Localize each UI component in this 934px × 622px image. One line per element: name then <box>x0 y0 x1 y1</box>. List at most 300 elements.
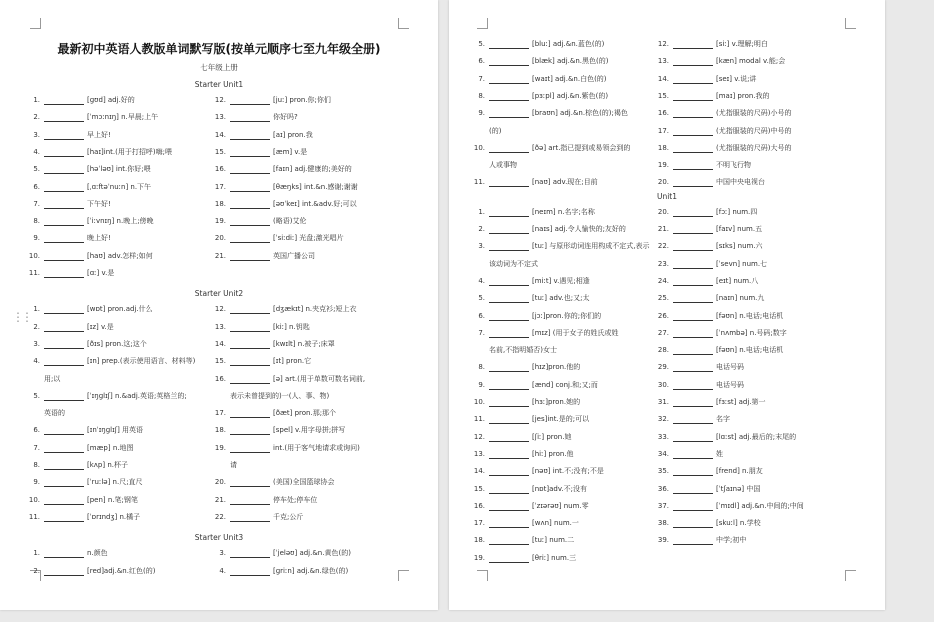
item-number: 1. <box>33 96 40 104</box>
answer-blank[interactable] <box>44 166 84 174</box>
item-text: [eɪt] num.八 <box>716 276 759 285</box>
answer-blank[interactable] <box>489 110 529 118</box>
item-text: 人或事物 <box>489 161 517 170</box>
answer-blank[interactable] <box>673 382 713 390</box>
answer-blank[interactable] <box>673 179 713 187</box>
item-text: (略语)艾伦 <box>273 217 307 226</box>
answer-blank[interactable] <box>673 486 713 494</box>
item-number: 21. <box>214 495 226 504</box>
answer-blank[interactable] <box>44 270 84 278</box>
vocab-item <box>471 519 579 528</box>
item-number: 21. <box>214 251 226 260</box>
answer-blank[interactable] <box>230 114 270 122</box>
vocab-item <box>212 444 360 453</box>
answer-blank[interactable] <box>44 306 84 314</box>
item-number: 20. <box>657 207 669 216</box>
answer-blank[interactable] <box>489 537 529 545</box>
item-text: [θæŋks] int.&n.感谢;谢谢 <box>273 182 358 191</box>
answer-blank[interactable] <box>673 364 713 372</box>
vocab-item <box>471 502 589 511</box>
vocab-item <box>655 75 756 84</box>
answer-blank[interactable] <box>489 382 529 390</box>
vocab-item <box>26 392 187 401</box>
vocab-item <box>212 113 298 122</box>
vocab-item <box>471 178 598 187</box>
item-number: 6. <box>478 311 485 320</box>
answer-blank[interactable] <box>489 41 529 49</box>
item-text: [tuː] 与原形动词连用构成不定式,表示 <box>532 242 650 251</box>
answer-blank[interactable] <box>44 550 84 558</box>
answer-blank[interactable] <box>489 416 529 424</box>
vocab-item <box>655 178 765 187</box>
answer-blank[interactable] <box>489 93 529 101</box>
item-number: 21. <box>657 225 669 233</box>
answer-blank[interactable] <box>230 410 270 418</box>
answer-blank[interactable] <box>673 76 713 84</box>
answer-blank[interactable] <box>44 393 84 401</box>
item-number: 10. <box>473 398 485 406</box>
answer-blank[interactable] <box>673 451 713 459</box>
item-text: 表示未曾提到的)一(人、事、物) <box>230 391 330 400</box>
item-number: 26. <box>657 311 669 320</box>
answer-blank[interactable] <box>230 253 270 261</box>
item-text: [ˈzɪərəʊ] num.零 <box>532 501 589 510</box>
vocab-item <box>655 144 791 153</box>
item-text: [ˈtʃaɪnə] 中国 <box>716 484 761 493</box>
vocab-item <box>212 131 313 140</box>
answer-blank[interactable] <box>230 132 270 140</box>
item-text: [kiː] n.钥匙 <box>273 322 310 331</box>
item-text: 姓 <box>716 449 723 458</box>
item-number: 14. <box>214 339 226 348</box>
item-number: 10. <box>28 251 40 260</box>
item-text: [ɪnˈɪŋɡlɪʃ] 用英语 <box>87 426 144 435</box>
item-text: [naɪs] adj.令人愉快的;友好的 <box>532 225 626 233</box>
item-text: [braʊn] adj.&n.棕色(的);褐色 <box>532 109 628 118</box>
vocab-item <box>471 312 601 321</box>
answer-blank[interactable] <box>489 434 529 442</box>
item-text: [ɪz] v.是 <box>87 322 114 331</box>
answer-blank[interactable] <box>673 434 713 442</box>
answer-blank[interactable] <box>44 184 84 192</box>
answer-blank[interactable] <box>673 468 713 476</box>
item-text: [ˈsiːdiː] 光盘;激光唱片 <box>273 234 344 243</box>
item-text: 名字 <box>716 415 730 424</box>
grade-heading: 七年级上册 <box>200 63 238 72</box>
vocab-item <box>26 478 143 487</box>
item-number: 22. <box>214 512 226 521</box>
item-text: 中学;初中 <box>716 536 747 545</box>
item-text: [tuː] adv.也;又;太 <box>532 294 590 303</box>
item-number: 30. <box>657 380 669 389</box>
item-text: [kʌp] n.杯子 <box>87 461 128 469</box>
item-number: 1. <box>33 305 40 314</box>
item-text: [mæp] n.地图 <box>87 443 134 452</box>
answer-blank[interactable] <box>230 218 270 226</box>
item-number: 11. <box>28 512 40 521</box>
answer-blank[interactable] <box>44 479 84 487</box>
item-number: 4. <box>33 357 40 366</box>
vocab-item <box>655 277 758 286</box>
item-text: [θriː] num.三 <box>532 553 577 562</box>
item-text: [ˈmɔːnɪŋ] n.早晨;上午 <box>87 113 159 122</box>
item-number: 19. <box>473 553 485 562</box>
answer-blank[interactable] <box>489 295 529 303</box>
item-number: 10. <box>473 143 485 152</box>
vocab-item <box>471 346 557 355</box>
item-number: 15. <box>473 484 485 493</box>
crop-mark <box>30 18 41 29</box>
answer-blank[interactable] <box>230 445 270 453</box>
item-number: 7. <box>478 328 485 337</box>
answer-blank[interactable] <box>44 324 84 332</box>
answer-blank[interactable] <box>230 306 270 314</box>
vocab-item <box>212 165 352 174</box>
item-number: 3. <box>33 339 40 348</box>
item-number: 23. <box>657 259 669 268</box>
answer-blank[interactable] <box>489 399 529 407</box>
unit-heading: Starter Unit1 <box>194 80 244 89</box>
item-text: [ˈɪŋɡlɪʃ] n.&adj.英语;英格兰的; <box>87 391 187 400</box>
item-text: [həˈləʊ] int.你好;喂 <box>87 165 151 174</box>
vocab-item <box>471 485 587 494</box>
vocab-item <box>26 375 60 384</box>
answer-blank[interactable] <box>489 179 529 187</box>
item-text: [ɪn] prep.(表示使用语言、材料等) <box>87 357 196 366</box>
item-text: [ðə] art.指已提到或易领会到的 <box>532 143 631 152</box>
answer-blank[interactable] <box>44 445 84 453</box>
item-number: 7. <box>33 443 40 452</box>
item-number: 20. <box>657 178 669 187</box>
answer-blank[interactable] <box>230 341 270 349</box>
vocab-item <box>655 485 760 494</box>
item-text: 你好吗? <box>273 113 298 122</box>
item-number: 2. <box>33 566 40 575</box>
vocab-item <box>212 426 345 435</box>
answer-blank[interactable] <box>489 468 529 476</box>
answer-blank[interactable] <box>44 114 84 122</box>
item-number: 17. <box>214 182 226 191</box>
answer-blank[interactable] <box>230 358 270 366</box>
item-text: 名前,不指明婚否)女士 <box>489 346 557 355</box>
item-text: [waɪt] adj.&n.白色(的) <box>532 74 607 83</box>
answer-blank[interactable] <box>230 324 270 332</box>
item-number: 19. <box>214 443 226 452</box>
item-text: [dʒækɪt] n.夹克衫;短上衣 <box>273 305 357 314</box>
item-number: 25. <box>657 294 669 303</box>
item-number: 38. <box>657 519 669 528</box>
document-title: 最新初中英语人教版单词默写版(按单元顺序七至九年级全册) <box>57 42 381 56</box>
vocab-item <box>212 375 365 384</box>
document-page-2 <box>449 0 885 610</box>
vocab-item <box>26 234 111 243</box>
drag-handle-icon[interactable]: ⋮⋮ <box>12 310 30 324</box>
answer-blank[interactable] <box>44 427 84 435</box>
item-text: [jes]int.是的;可以 <box>532 415 590 424</box>
answer-blank[interactable] <box>230 376 270 384</box>
vocab-item <box>212 567 348 576</box>
item-text: [ɡʊd] adj.好的 <box>87 96 135 104</box>
answer-blank[interactable] <box>489 243 529 251</box>
vocab-item <box>212 183 358 192</box>
item-number: 16. <box>473 501 485 510</box>
answer-blank[interactable] <box>489 503 529 511</box>
answer-blank[interactable] <box>489 364 529 372</box>
vocab-item <box>26 444 133 453</box>
item-text: [əʊˈkeɪ] int.&adv.好;可以 <box>273 199 357 208</box>
item-text: [fɜːst] adj.第一 <box>716 398 766 406</box>
answer-blank[interactable] <box>673 243 713 251</box>
item-text: [mɪz] (用于女子的姓氏或姓 <box>532 328 619 337</box>
item-number: 9. <box>478 380 485 389</box>
answer-blank[interactable] <box>489 58 529 66</box>
item-text: 停车处;停车位 <box>273 495 318 504</box>
item-number: 3. <box>478 242 485 251</box>
vocab-item <box>26 131 111 140</box>
answer-blank[interactable] <box>673 313 713 321</box>
item-number: 8. <box>478 91 485 100</box>
vocab-item <box>471 75 607 84</box>
vocab-item <box>26 113 158 122</box>
item-number: 19. <box>657 161 669 170</box>
item-number: 18. <box>657 143 669 152</box>
vocab-item <box>655 161 751 170</box>
vocab-item <box>212 392 329 401</box>
answer-blank[interactable] <box>230 149 270 157</box>
item-text: [tuː] num.二 <box>532 536 575 545</box>
vocab-item <box>26 426 143 435</box>
answer-blank[interactable] <box>230 235 270 243</box>
vocab-item <box>655 57 785 66</box>
answer-blank[interactable] <box>489 76 529 84</box>
item-text: n.颜色 <box>87 549 108 558</box>
answer-blank[interactable] <box>489 226 529 234</box>
item-text: [ænd] conj.和;又;而 <box>532 380 598 389</box>
answer-blank[interactable] <box>673 537 713 545</box>
item-number: 35. <box>657 467 669 476</box>
vocab-item <box>471 127 501 136</box>
answer-blank[interactable] <box>230 427 270 435</box>
answer-blank[interactable] <box>230 514 270 522</box>
item-number: 19. <box>214 217 226 226</box>
answer-blank[interactable] <box>489 520 529 528</box>
answer-blank[interactable] <box>44 201 84 209</box>
item-text: [ˌɑːftəˈnuːn] n.下午 <box>87 182 152 191</box>
vocab-item <box>212 478 334 487</box>
item-text: [naʊ] adv.现在;目前 <box>532 178 598 187</box>
item-text: [ɪt] pron.它 <box>273 357 312 366</box>
vocab-item <box>212 496 317 505</box>
vocab-item <box>471 363 580 372</box>
answer-blank[interactable] <box>230 479 270 487</box>
answer-blank[interactable] <box>44 253 84 261</box>
answer-blank[interactable] <box>44 568 84 576</box>
answer-blank[interactable] <box>44 341 84 349</box>
vocab-item <box>26 461 128 470</box>
vocab-item <box>26 357 195 366</box>
answer-blank[interactable] <box>44 358 84 366</box>
vocab-item <box>655 225 762 234</box>
item-number: 11. <box>473 178 485 187</box>
answer-blank[interactable] <box>44 462 84 470</box>
vocab-item <box>655 450 723 459</box>
vocab-item <box>26 252 153 261</box>
answer-blank[interactable] <box>673 162 713 170</box>
vocab-item <box>655 415 730 424</box>
answer-blank[interactable] <box>673 93 713 101</box>
crop-mark <box>398 570 409 581</box>
vocab-item <box>26 269 114 278</box>
item-number: 33. <box>657 432 669 441</box>
answer-blank[interactable] <box>673 261 713 269</box>
item-number: 1. <box>33 549 40 558</box>
vocab-item <box>655 109 791 118</box>
item-number: 39. <box>657 536 669 545</box>
answer-blank[interactable] <box>230 166 270 174</box>
answer-blank[interactable] <box>44 149 84 157</box>
answer-blank[interactable] <box>230 550 270 558</box>
answer-blank[interactable] <box>489 330 529 338</box>
vocab-item <box>471 144 630 153</box>
item-text: [red]adj.&n.红色(的) <box>87 566 156 575</box>
item-number: 13. <box>473 449 485 458</box>
item-number: 8. <box>478 363 485 372</box>
vocab-item <box>26 567 155 576</box>
answer-blank[interactable] <box>673 58 713 66</box>
answer-blank[interactable] <box>230 184 270 192</box>
item-text: [ɑː] v.是 <box>87 269 115 277</box>
item-number: 9. <box>33 478 40 487</box>
item-text: 用;以 <box>44 374 61 383</box>
answer-blank[interactable] <box>673 330 713 338</box>
vocab-item <box>212 200 357 209</box>
item-text: [spel] v.用字母拼;拼写 <box>273 426 346 435</box>
item-number: 15. <box>214 147 226 156</box>
answer-blank[interactable] <box>673 145 713 153</box>
answer-blank[interactable] <box>489 145 529 153</box>
answer-blank[interactable] <box>230 201 270 209</box>
vocab-item <box>471 536 574 545</box>
item-text: [fəʊn] n.电话;电话机 <box>716 346 784 355</box>
vocab-item <box>212 148 307 157</box>
answer-blank[interactable] <box>44 514 84 522</box>
vocab-item <box>26 217 154 226</box>
item-number: 12. <box>214 96 226 104</box>
item-text: [ˈjeləʊ] adj.&n.黄色(的) <box>273 549 351 558</box>
answer-blank[interactable] <box>673 41 713 49</box>
vocab-item <box>655 519 761 528</box>
answer-blank[interactable] <box>44 235 84 243</box>
answer-blank[interactable] <box>673 416 713 424</box>
vocab-item <box>26 496 138 505</box>
item-text: (尤指服装的尺码)中号的 <box>716 126 792 135</box>
item-text: [wʌn] num.一 <box>532 519 579 528</box>
vocab-item <box>471 208 595 217</box>
item-number: 6. <box>478 57 485 66</box>
vocab-item <box>655 260 767 269</box>
answer-blank[interactable] <box>673 399 713 407</box>
item-text: [ɡriːn] adj.&n.绿色(的) <box>273 566 349 575</box>
item-number: 4. <box>478 276 485 285</box>
answer-blank[interactable] <box>230 497 270 505</box>
item-text: 早上好! <box>87 130 111 139</box>
answer-blank[interactable] <box>489 451 529 459</box>
vocab-item <box>471 242 649 251</box>
item-text: [frend] n.朋友 <box>716 467 763 476</box>
item-text: [faɪv] num.五 <box>716 225 763 233</box>
item-text: [blæk] adj.&n.黑色(的) <box>532 57 609 66</box>
answer-blank[interactable] <box>489 555 529 563</box>
answer-blank[interactable] <box>230 568 270 576</box>
vocab-item <box>212 340 335 349</box>
item-text: [pen] n.笔;钢笔 <box>87 495 138 504</box>
item-number: 4. <box>33 147 40 156</box>
vocab-item <box>471 467 604 476</box>
vocab-item <box>655 294 764 303</box>
item-number: 1. <box>478 207 485 216</box>
answer-blank[interactable] <box>489 486 529 494</box>
item-text: 不明飞行物 <box>716 161 751 170</box>
answer-blank[interactable] <box>44 97 84 105</box>
item-text: [miːt] v.遇见;相逢 <box>532 276 590 285</box>
item-number: 17. <box>214 409 226 418</box>
answer-blank[interactable] <box>673 226 713 234</box>
item-text: [neɪm] n.名字;名称 <box>532 207 595 216</box>
answer-blank[interactable] <box>673 347 713 355</box>
answer-blank[interactable] <box>44 132 84 140</box>
answer-blank[interactable] <box>673 295 713 303</box>
item-number: 12. <box>214 305 226 314</box>
crop-mark <box>398 18 409 29</box>
answer-blank[interactable] <box>673 209 713 217</box>
answer-blank[interactable] <box>673 110 713 118</box>
vocab-item <box>212 252 315 261</box>
item-number: 32. <box>657 415 669 424</box>
unit-heading: Starter Unit2 <box>194 289 244 299</box>
item-text: (美国)全国篮球协会 <box>273 478 335 487</box>
answer-blank[interactable] <box>489 278 529 286</box>
item-number: 17. <box>657 126 669 135</box>
vocab-item <box>471 161 517 170</box>
item-number: 12. <box>473 432 485 441</box>
answer-blank[interactable] <box>44 497 84 505</box>
vocab-item <box>26 513 140 522</box>
item-number: 24. <box>657 276 669 285</box>
item-number: 2. <box>33 322 40 331</box>
item-text: 该动词为不定式 <box>489 259 538 268</box>
answer-blank[interactable] <box>673 278 713 286</box>
vocab-item <box>212 234 344 243</box>
vocab-item <box>471 40 604 49</box>
answer-blank[interactable] <box>230 97 270 105</box>
answer-blank[interactable] <box>44 218 84 226</box>
answer-blank[interactable] <box>489 209 529 217</box>
answer-blank[interactable] <box>673 128 713 136</box>
item-text: [ˈmɪdl] adj.&n.中间的;中间 <box>716 501 804 510</box>
item-number: 20. <box>214 478 226 487</box>
vocab-item <box>26 409 65 418</box>
item-text: [haɪ]int.(用于打招呼)嗨;喂 <box>87 147 172 156</box>
vocab-item <box>655 467 763 476</box>
item-text: [ə] art.(用于单数可数名词前, <box>273 374 366 383</box>
answer-blank[interactable] <box>673 520 713 528</box>
item-text: [pɜːpl] adj.&n.紫色(的) <box>532 91 609 100</box>
item-number: 36. <box>657 484 669 493</box>
answer-blank[interactable] <box>673 503 713 511</box>
scrollbar-area[interactable] <box>888 0 934 622</box>
answer-blank[interactable] <box>489 313 529 321</box>
item-number: 13. <box>214 322 226 331</box>
